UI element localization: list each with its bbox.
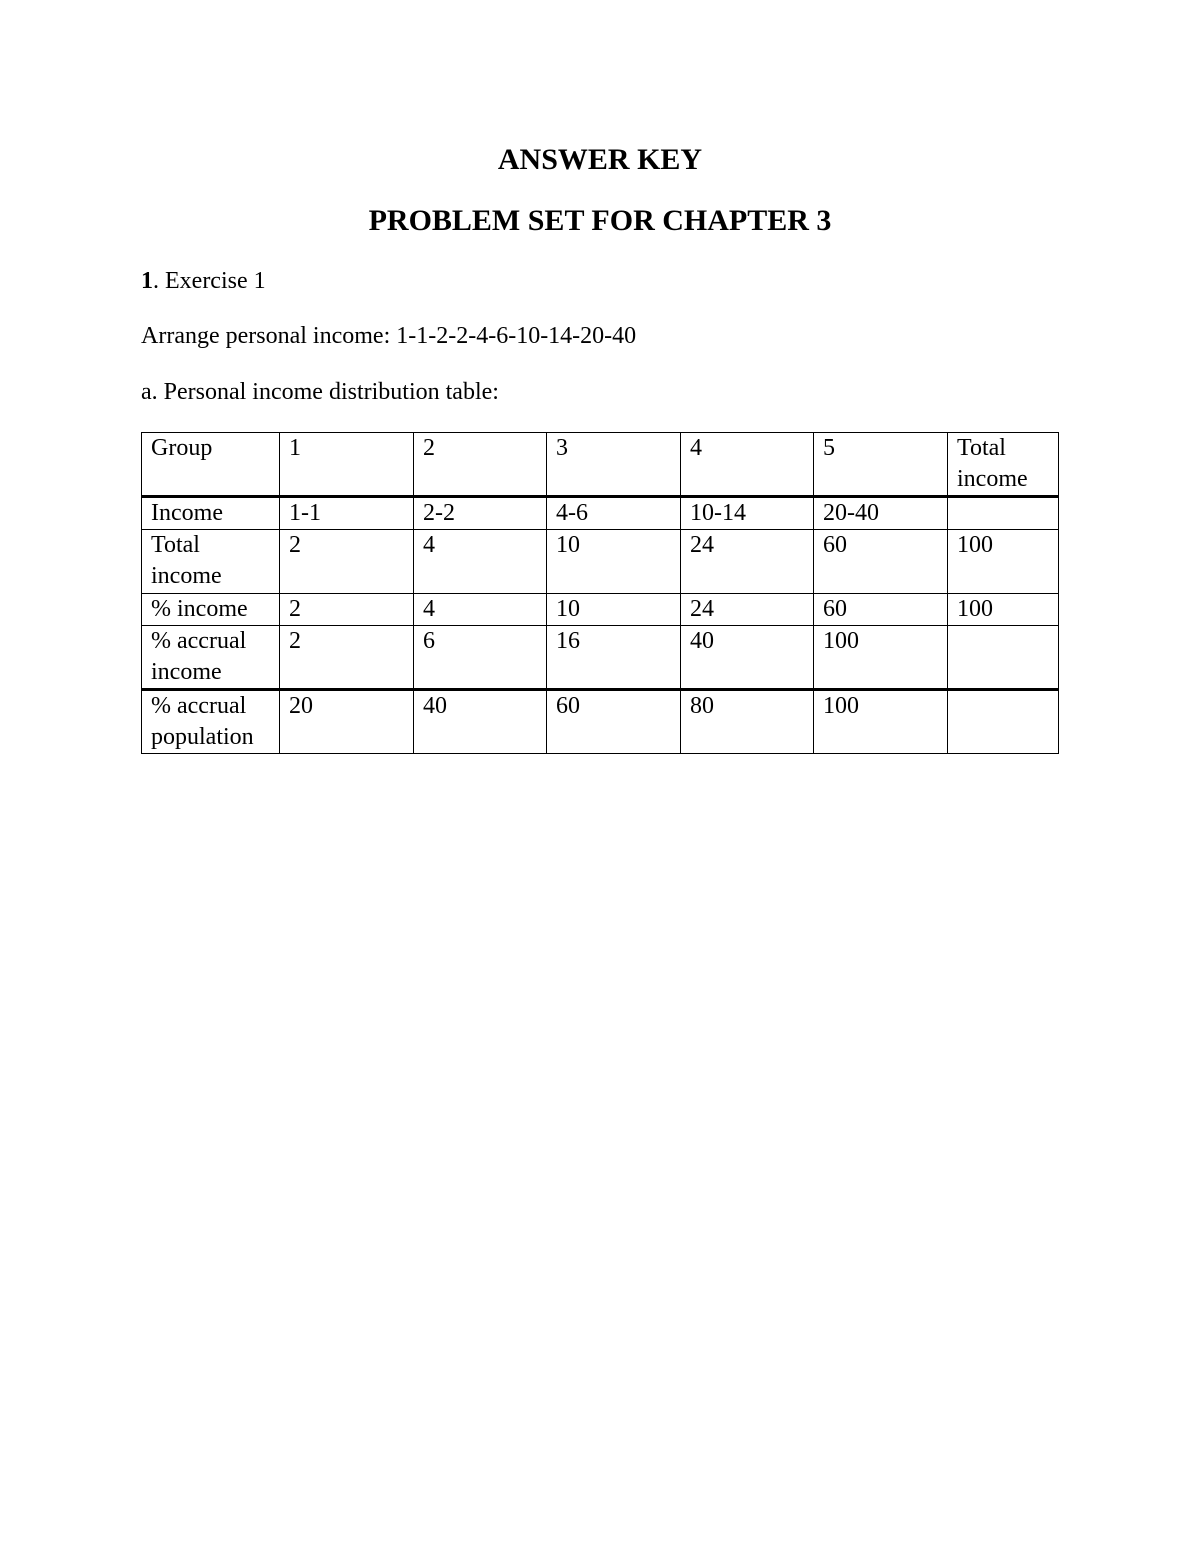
table-cell: 4 [681, 433, 814, 497]
table-row-total-income [142, 530, 1059, 594]
table-cell: 3 [547, 433, 681, 497]
table-cell: 2 [280, 530, 414, 594]
table-row-percent-income [142, 594, 1059, 626]
table-cell: 1 [280, 433, 414, 497]
table-cell: 2-2 [414, 497, 547, 530]
table-cell: 100 [814, 690, 948, 754]
table-cell: 2 [280, 594, 414, 626]
table-cell: 40 [414, 690, 547, 754]
income-distribution-table [141, 432, 1059, 754]
table-row-accrual-income [142, 626, 1059, 690]
table-cell: Total income [948, 433, 1059, 497]
table-cell: 60 [547, 690, 681, 754]
table-cell: 60 [814, 530, 948, 594]
exercise-heading [141, 267, 266, 295]
table-cell: Income [142, 497, 280, 530]
table-cell: 4-6 [547, 497, 681, 530]
table-cell: 10 [547, 530, 681, 594]
table-cell: 10-14 [681, 497, 814, 530]
table-cell: % accrual income [142, 626, 280, 690]
table-cell: 16 [547, 626, 681, 690]
table-cell: 60 [814, 594, 948, 626]
table-cell: 24 [681, 594, 814, 626]
table-row-income [142, 497, 1059, 530]
table-cell: 6 [414, 626, 547, 690]
table-cell: 20-40 [814, 497, 948, 530]
table-cell: 100 [948, 530, 1059, 594]
table-row-accrual-population [142, 690, 1059, 754]
table-cell: 2 [414, 433, 547, 497]
table-cell: 40 [681, 626, 814, 690]
table-cell: 20 [280, 690, 414, 754]
table-cell: 80 [681, 690, 814, 754]
arrange-income-text: Arrange personal income: 1-1-2-2-4-6-10-14-20-40 [141, 323, 637, 349]
table-row-group [142, 433, 1059, 497]
page-title: ANSWER KEY [497, 143, 703, 176]
table-cell: Group [142, 433, 280, 497]
table-cell: 5 [814, 433, 948, 497]
table-cell: 100 [814, 626, 948, 690]
table-cell: 1-1 [280, 497, 414, 530]
page-subtitle: PROBLEM SET FOR CHAPTER 3 [368, 204, 832, 237]
table-cell: 4 [414, 594, 547, 626]
exercise-number: 1 [141, 268, 153, 294]
table-cell: % accrual population [142, 690, 280, 754]
table-cell: 4 [414, 530, 547, 594]
table-cell: % income [142, 594, 280, 626]
table-cell: 10 [547, 594, 681, 626]
table-cell [948, 497, 1059, 530]
exercise-label: . Exercise 1 [153, 268, 266, 294]
table-cell [948, 626, 1059, 690]
table-cell: 2 [280, 626, 414, 690]
table-cell: 24 [681, 530, 814, 594]
table-cell: Total income [142, 530, 280, 594]
table-cell [948, 690, 1059, 754]
table-cell: 100 [948, 594, 1059, 626]
table-caption: a. Personal income distribution table: [141, 379, 499, 405]
